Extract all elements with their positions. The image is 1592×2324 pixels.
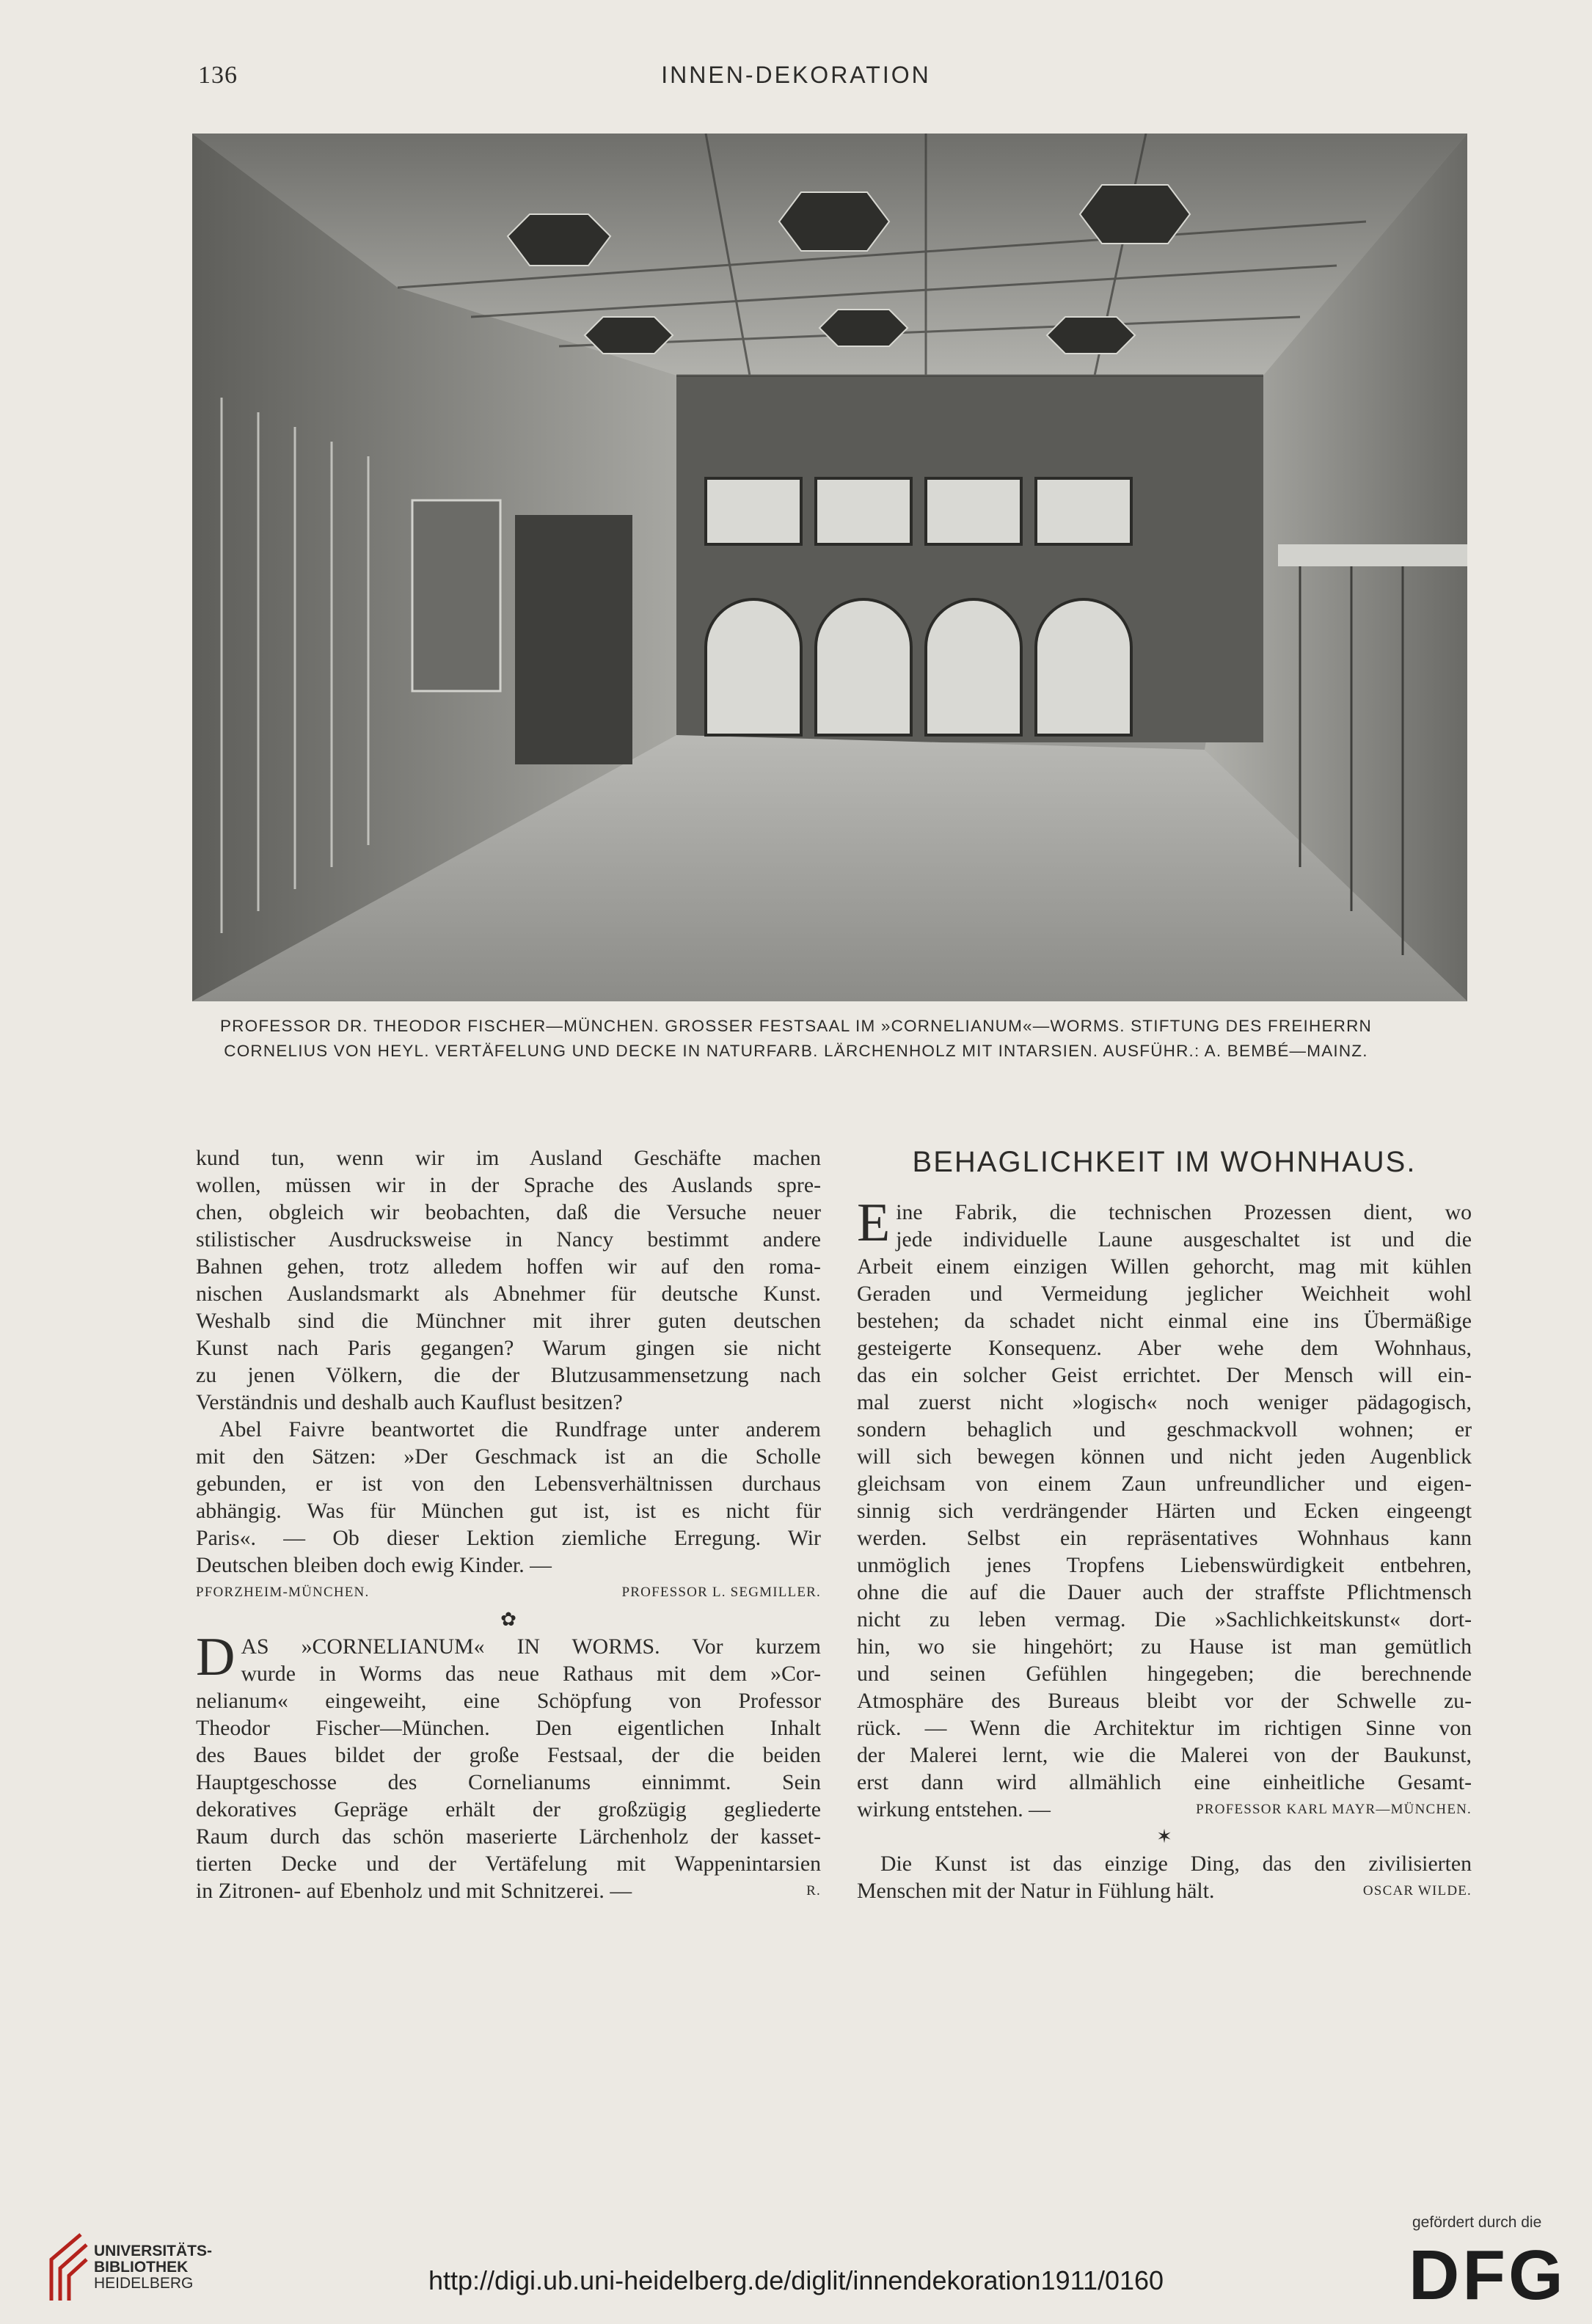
text-line-main: Menschen mit der Natur in Fühlung hält. — [857, 1879, 1215, 1903]
text-line — [857, 1796, 1472, 1823]
signature-author: PROFESSOR KARL MAYR—MÜNCHEN. — [1196, 1802, 1472, 1817]
segmiller-signature — [196, 1579, 821, 1606]
text-line: gebunden, er ist von den Lebensverhältnissen durchaus — [196, 1472, 821, 1496]
text-line: Theodor Fischer—München. Den eigentlichen Inhalt — [196, 1716, 821, 1740]
running-head: INNEN-DEKORATION — [661, 62, 931, 88]
text-line: wollen, müssen wir in der Sprache des Auslands spre- — [196, 1173, 821, 1197]
caption-line-1: PROFESSOR DR. THEODOR FISCHER—MÜNCHEN. GROSSER FESTSAAL IM »CORNELIANUM«—WORMS. STIFTUNG DES FREIHERRN — [219, 1017, 1373, 1035]
text-line: nelianum« eingeweiht, eine Schöpfung von Professor — [196, 1689, 821, 1713]
text-line: bestehen; da schadet nicht einmal eine ins Übermäßige — [857, 1309, 1472, 1333]
caption-line-2: CORNELIUS VON HEYL. VERTÄFELUNG UND DECKE IN NATURFARB. LÄRCHENHOLZ MIT INTARSIEN. AUSFÜHR.: A. BEMBÉ—MAINZ. — [224, 1042, 1368, 1060]
text-line: Raum durch das schön maserierte Lärchenholz der kasset- — [196, 1824, 821, 1849]
text-line: Kunst nach Paris gegangen? Warum gingen sie nicht — [196, 1336, 821, 1360]
drop-cap: E — [857, 1193, 891, 1253]
library-line: BIBLIOTHEK — [94, 2259, 189, 2276]
text-line: Arbeit einem einzigen Willen gehorcht, mag mit kühlen — [857, 1254, 1472, 1279]
text-line: sinnig sich verdrängender Härten und Ecken eingeengt — [857, 1499, 1472, 1523]
text-line: kund tun, wenn wir im Ausland Geschäfte machen — [196, 1146, 821, 1170]
signature-author: OSCAR WILDE. — [1362, 1883, 1472, 1899]
text-line: nischen Auslandsmarkt als Abnehmer für deutsche Kunst. — [196, 1282, 821, 1306]
text-line: Paris«. — Ob dieser Lektion ziemliche Erregung. Wir — [196, 1526, 821, 1550]
festsaal-photograph — [192, 134, 1467, 1001]
text-line: jede individuelle Laune ausgeschaltet ist und die — [896, 1227, 1472, 1251]
left-column — [196, 1144, 821, 1904]
text-line: Deutschen bleiben doch ewig Kinder. — — [196, 1553, 552, 1577]
text-line: und seinen Gefühlen hingegeben; die berechnende — [857, 1662, 1472, 1686]
cornelianum-paragraph — [196, 1627, 821, 1904]
text-line: das ein solcher Geist errichtet. Der Mensch will ein- — [857, 1363, 1472, 1387]
signature-place: PFORZHEIM-MÜNCHEN. — [196, 1585, 370, 1600]
text-line: AS »CORNELIANUM« IN WORMS. Vor kurzem — [241, 1634, 821, 1659]
text-line: Die Kunst ist das einzige Ding, das den zivilisierten — [880, 1852, 1472, 1876]
text-line: Weshalb sind die Münchner mit ihrer guten deutschen — [196, 1309, 821, 1333]
text-line — [196, 1877, 821, 1904]
text-line: ohne die auf die Dauer auch der straffste Pflichtmensch — [857, 1580, 1472, 1604]
ornament-icon: ✿ — [500, 1609, 516, 1630]
text-line: nicht zu leben vermag. Die »Sachlichkeitskunst« dort- — [857, 1607, 1472, 1631]
text-line: mal zuerst nicht »logisch« noch weniger pädagogisch, — [857, 1390, 1472, 1414]
text-line: Geraden und Vermeidung jeglicher Weichheit wohl — [857, 1282, 1472, 1306]
text-line — [857, 1877, 1472, 1904]
text-line-main: wirkung entstehen. — — [857, 1797, 1051, 1821]
library-line: UNIVERSITÄTS- — [94, 2243, 213, 2259]
text-line: des Baues bildet der große Festsaal, der die beiden — [196, 1743, 821, 1767]
source-url-link[interactable]: http://digi.ub.uni-heidelberg.de/diglit/innendekoration1911/0160 — [428, 2265, 1164, 2295]
text-line: will sich bewegen können und nicht jeden Augenblick — [857, 1444, 1472, 1469]
text-line: gleichsam von einem Zaun unfreundlicher und eigen- — [857, 1472, 1472, 1496]
text-line: rück. — Wenn die Architektur im richtigen Sinne von — [857, 1716, 1472, 1740]
text-line: Hauptgeschosse des Cornelianums einnimmt. Sein — [196, 1770, 821, 1794]
text-line: tierten Decke und der Vertäfelung mit Wappenintarsien — [196, 1852, 821, 1876]
text-line: mit den Sätzen: »Der Geschmack ist an die Scholle — [196, 1444, 821, 1469]
signature-author: R. — [806, 1883, 821, 1899]
text-line: zu jenen Völkern, die der Blutzusammensetzung nach — [196, 1363, 821, 1387]
library-line: HEIDELBERG — [94, 2275, 194, 2292]
festsaal-illustration — [192, 134, 1467, 1001]
text-line: Verständnis und deshalb auch Kauflust besitzen? — [196, 1390, 623, 1414]
text-line: werden. Selbst ein repräsentatives Wohnhaus kann — [857, 1526, 1472, 1550]
text-line: der Malerei lernt, wie die Malerei von der Baukunst, — [857, 1743, 1472, 1767]
text-line: unmöglich jenes Tropfens Liebenswürdigkeit entbehren, — [857, 1553, 1472, 1577]
text-line: sondern behaglich und geschmackvoll wohnen; er — [857, 1417, 1472, 1441]
text-line: wurde in Worms das neue Rathaus mit dem »Cor- — [241, 1662, 821, 1686]
text-line: Bahnen gehen, trotz alledem hoffen wir auf den roma- — [196, 1254, 821, 1279]
drop-cap: D — [196, 1627, 235, 1687]
article-title: BEHAGLICHKEIT IM WOHNHAUS. — [912, 1146, 1417, 1178]
signature-author: PROFESSOR L. SEGMILLER. — [621, 1585, 821, 1600]
text-line: stilistischer Ausdrucksweise in Nancy bestimmt andere — [196, 1227, 821, 1251]
text-line: hin, wo sie hingehört; zu Hause ist man gemütlich — [857, 1634, 1472, 1659]
dfg-logo: DFG — [1409, 2236, 1566, 2314]
text-line: dekoratives Gepräge erhält der großzügig gegliederte — [196, 1797, 821, 1821]
text-line-main: in Zitronen- auf Ebenholz und mit Schnitzerei. — — [196, 1879, 632, 1903]
asterisk-icon: ✶ — [1156, 1826, 1172, 1847]
text-line: gesteigerte Konsequenz. Aber wehe dem Wohnhaus, — [857, 1336, 1472, 1360]
text-line: Abel Faivre beantwortet die Rundfrage unter anderem — [219, 1417, 821, 1441]
right-column — [857, 1193, 1472, 1904]
text-line: erst dann wird allmählich eine einheitliche Gesamt- — [857, 1770, 1472, 1794]
text-line: chen, obgleich wir beobachten, daß die Versuche neuer — [196, 1200, 821, 1224]
funding-note: gefördert durch die — [1412, 2214, 1542, 2231]
text-line: ine Fabrik, die technischen Prozessen dient, wo — [896, 1200, 1472, 1224]
text-line: abhängig. Was für München gut ist, ist es nicht für — [196, 1499, 821, 1523]
text-line: Atmosphäre des Bureaus bleibt vor der Schwelle zu- — [857, 1689, 1472, 1713]
page-number: 136 — [198, 62, 238, 89]
